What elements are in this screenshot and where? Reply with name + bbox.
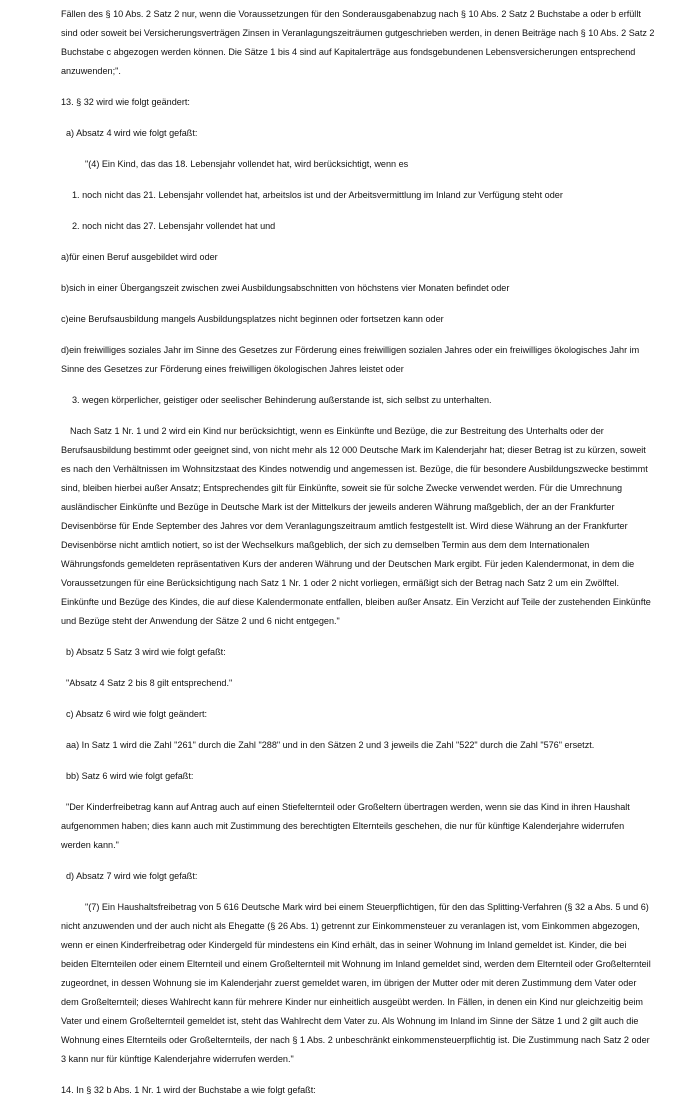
item-d-heading: d) Absatz 7 wird wie folgt gefaßt: bbox=[66, 871, 198, 881]
list-subitem-d: d)ein freiwilliges soziales Jahr im Sinne des Gesetzes zur Förderung eines freiwilligen sozialen Jahres oder ein freiwilliges ökologisches Jahr im Sinne des Gesetzes zur Förderung eines freiwilligen ökologischen Jahres leistet oder bbox=[61, 345, 640, 374]
list-item-2: 2. noch nicht das 27. Lebensjahr vollendet hat und bbox=[72, 221, 276, 231]
item-aa-text: aa) In Satz 1 wird die Zahl "261" durch die Zahl "288" und in den Sätzen 2 und 3 jeweils die Zahl "522" durch die Zahl "576" ersetzt. bbox=[66, 740, 595, 750]
item-bb-heading: bb) Satz 6 wird wie folgt gefaßt: bbox=[66, 771, 194, 781]
item-b-heading: b) Absatz 5 Satz 3 wird wie folgt gefaßt: bbox=[66, 647, 226, 657]
paragraph-satz-rules: Nach Satz 1 Nr. 1 und 2 wird ein Kind nur berücksichtigt, wenn es Einkünfte und Bezüge, die zur Bestreitung des Unterhalts oder der Berufsausbildung bestimmt oder geeignet sind, von nicht mehr als 12 000 Deutsche Mark im Kalenderjahr hat; dieser Betrag ist zu kürzen, soweit es nach den Verhältnissen im Wohnsitzstaat des Kindes notwendig und angemessen ist. Bezüge, die für besondere Ausbildungszwecke bestimmt sind, bleiben hierbei außer Ansatz; Entsprechendes gilt für Einkünfte, soweit sie für solche Zwecke verwendet werden. Für die Umrechnung ausländischer Einkünfte und Bezüge in Deutsche Mark ist der Mittelkurs der jeweils anderen Währung maßgeblich, der an der Frankfurter Devisenbörse für Ende September des Jahres vor dem Veranlagungszeitraum amtlich festgestellt ist. Wird diese Währung an der Frankfurter Devisenbörse nicht amtlich notiert, so ist der Wechselkurs maßgeblich, der sich zu demselben Termin aus dem dem Internationalen Währungsfonds gemeldeten repräsentativen Kurs der anderen Währung und der Deutschen Mark ergibt. Für jeden Kalendermonat, in dem die Voraussetzungen für eine Berücksichtigung nach Satz 1 Nr. 1 oder 2 nicht vorliegen, ermäßigt sich der Betrag nach Satz 2 um ein Zwölftel. Einkünfte und Bezüge des Kindes, die auf diese Kalendermonate entfallen, bleiben außer Ansatz. Ein Verzicht auf Teile der zustehenden Einkünfte und Bezüge steht der Anwendung der Sätze 2 und 6 nicht entgegen." bbox=[61, 426, 651, 626]
item-a-heading: a) Absatz 4 wird wie folgt gefaßt: bbox=[66, 128, 198, 138]
paragraph-4-intro: "(4) Ein Kind, das das 18. Lebensjahr vollendet hat, wird berücksichtigt, wenn es bbox=[85, 159, 409, 169]
item-b-text: "Absatz 4 Satz 2 bis 8 gilt entsprechend." bbox=[66, 678, 233, 688]
list-subitem-c: c)eine Berufsausbildung mangels Ausbildungsplatzes nicht beginnen oder fortsetzen kann oder bbox=[61, 314, 444, 324]
list-subitem-a: a)für einen Beruf ausgebildet wird oder bbox=[61, 252, 218, 262]
paragraph-continuation: Fällen des § 10 Abs. 2 Satz 2 nur, wenn die Voraussetzungen für den Sonderausgabenabzug nach § 10 Abs. 2 Satz 2 Buchstabe a oder b erfüllt sind oder soweit bei Versicherungsverträgen Zinsen in Veranlagungszeiträumen gutgeschrieben werden, in denen Beiträge nach § 10 Abs. 2 Satz 2 Buchstabe c abgezogen werden können. Die Sätze 1 bis 4 sind auf Kapitalerträge aus fondsgebundenen Lebensversicherungen entsprechend anzuwenden;". bbox=[61, 9, 655, 76]
paragraph-7-text: "(7) Ein Haushaltsfreibetrag von 5 616 Deutsche Mark wird bei einem Steuerpflichtigen, für den das Splitting-Verfahren (§ 32 a Abs. 5 und 6) nicht anzuwenden und der auch nicht als Ehegatte (§ 26 Abs. 1) getrennt zur Einkommensteuer zu veranlagen ist, vom Einkommen abgezogen, wenn er einen Kinderfreibetrag oder Kindergeld für mindestens ein Kind erhält, das in seiner Wohnung im Inland gemeldet ist. Kinder, die bei beiden Elternteilen oder einem Elternteil und einem Großelternteil mit Wohnung im Inland gemeldet sind, werden dem Elternteil oder Großelternteil zugeordnet, in dessen Wohnung sie im Kalenderjahr zuerst gemeldet waren, im übrigen der Mutter oder mit deren Zustimmung dem Vater oder dem Großelternteil; dieses Wahlrecht kann für mehrere Kinder nur einheitlich ausgeübt werden. In Fällen, in denen ein Kind nur gleichzeitig beim Vater und einem Großelternteil gemeldet ist, steht das Wahlrecht dem Vater zu. Als Wohnung im Inland im Sinne der Sätze 1 und 2 gilt auch die Wohnung eines Elternteils oder Großelternteils, der nach § 1 Abs. 2 unbeschränkt einkommensteuerpflichtig ist. Die Zustimmung nach Satz 2 oder 3 kann nur für künftige Kalenderjahre widerrufen werden." bbox=[61, 902, 651, 1064]
item-c-heading: c) Absatz 6 wird wie folgt geändert: bbox=[66, 709, 208, 719]
item-bb-text: "Der Kinderfreibetrag kann auf Antrag auch auf einen Stiefelternteil oder Großeltern übertragen werden, wenn sie das Kind in ihren Haushalt aufgenommen haben; dies kann auch mit Zustimmung des berechtigten Elternteils geschehen, die nur für künftige Kalenderjahre widerrufen werden kann." bbox=[61, 802, 630, 850]
item-14-heading: 14. In § 32 b Abs. 1 Nr. 1 wird der Buchstabe a wie folgt gefaßt: bbox=[61, 1085, 316, 1095]
list-subitem-b: b)sich in einer Übergangszeit zwischen zwei Ausbildungsabschnitten von höchstens vier Monaten befindet oder bbox=[61, 283, 510, 293]
list-item-3: 3. wegen körperlicher, geistiger oder seelischer Behinderung außerstande ist, sich selbst zu unterhalten. bbox=[72, 395, 492, 405]
list-item-1: 1. noch nicht das 21. Lebensjahr vollendet hat, arbeitslos ist und der Arbeitsvermittlung im Inland zur Verfügung steht oder bbox=[72, 190, 563, 200]
item-13-heading: 13. § 32 wird wie folgt geändert: bbox=[61, 97, 190, 107]
